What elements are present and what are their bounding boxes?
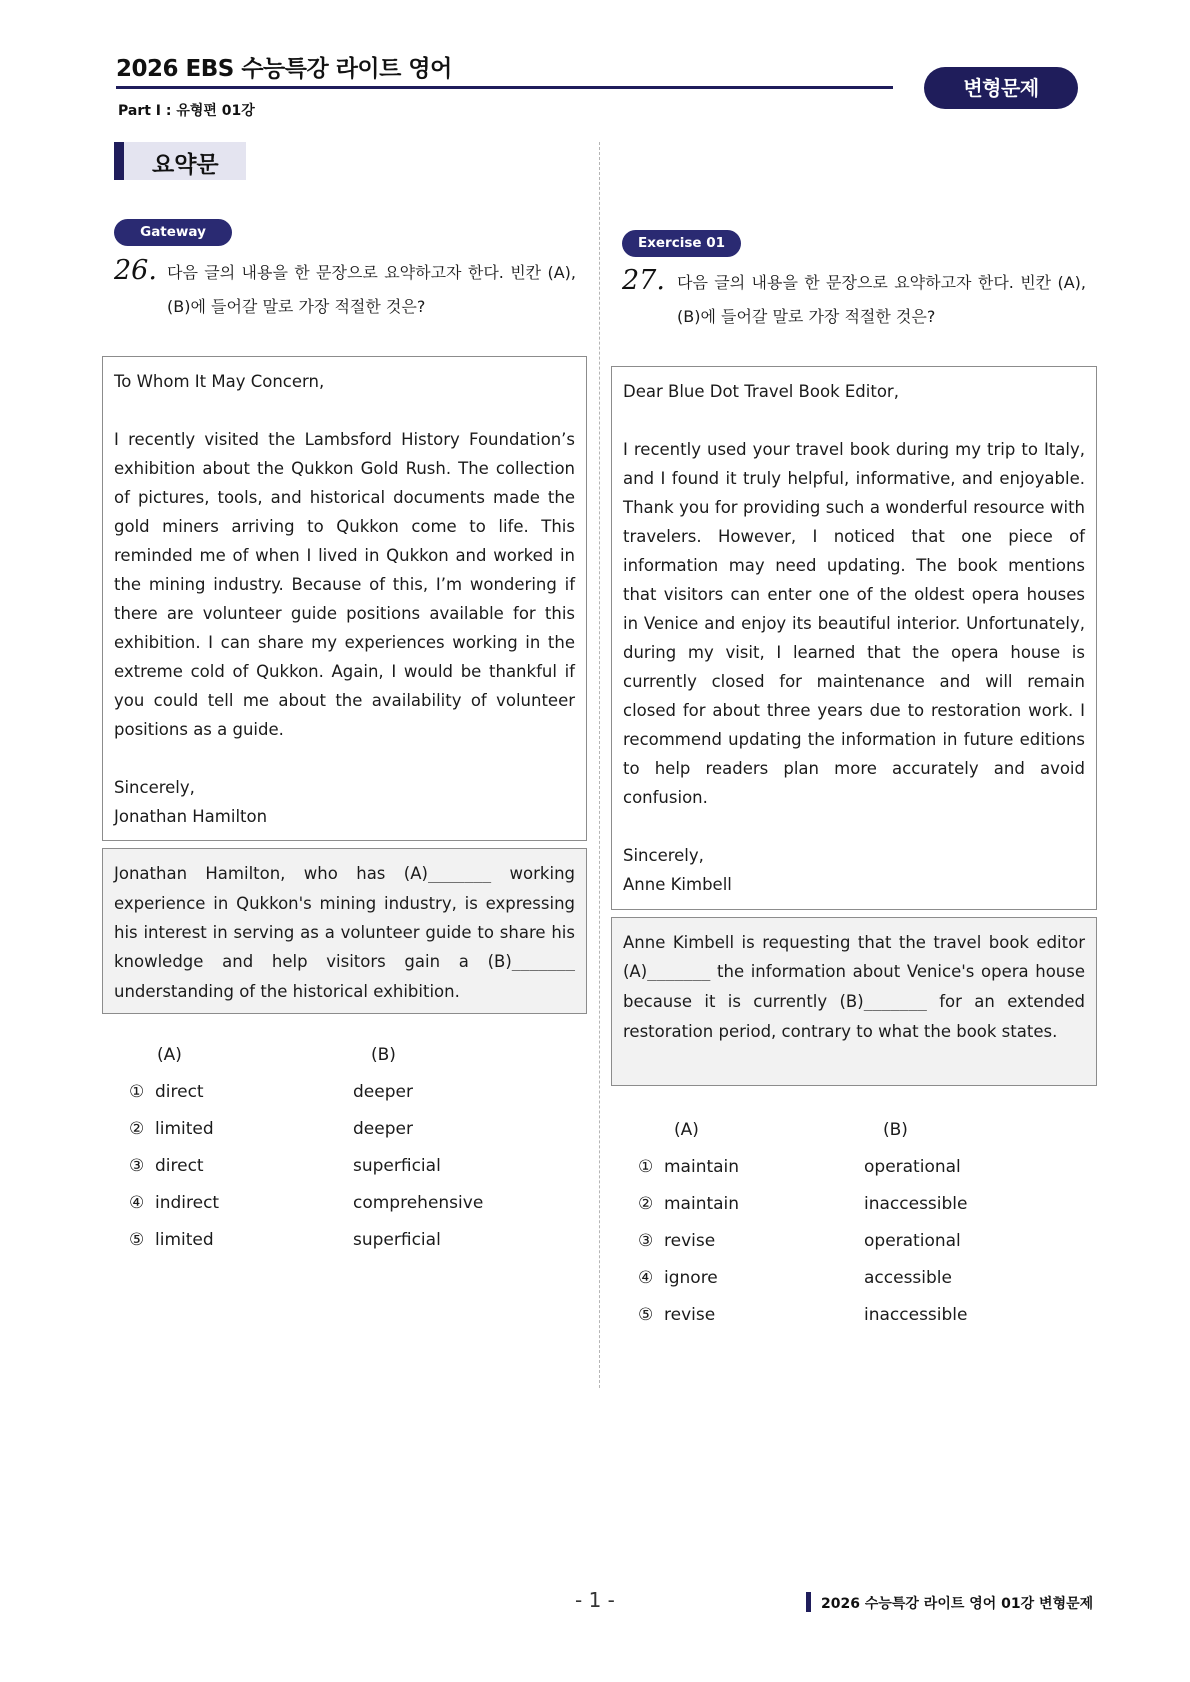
choice-3-b: superficial xyxy=(353,1156,441,1176)
choice-4[interactable]: ④ indirect xyxy=(129,1193,220,1213)
section-title: 요약문 xyxy=(152,152,219,178)
summary-part2: working experience in Qukkon's mining industry, is expressing his interest in serving as a volunteer guide to share his knowledge and help visitors gain a (B) xyxy=(114,864,575,971)
summary-part2: the information about Venice's opera house because it is currently (B) xyxy=(623,962,1085,1011)
part-label: Part Ⅰ : 유형편 01강 xyxy=(118,103,255,119)
type-pill: 변형문제 xyxy=(924,67,1078,109)
passage-signature: Anne Kimbell xyxy=(623,875,732,894)
choice-3-b: operational xyxy=(864,1231,961,1251)
question-text-line2: (B)에 들어갈 말로 가장 적절한 것은? xyxy=(677,307,936,326)
summary-blank-b: _______ xyxy=(863,993,927,1011)
passage-body: I recently visited the Lambsford History Foundation’s exhibition about the Qukkon Gold Rush. The collection of pictures, tools, and historical documents made the gold miners arriving to Qukkon come to life. This reminded me of when I lived in Qukkon and worked in the mining industry. Because of this, I’m wondering if there are volunteer guide positions available for this exhibition. I can share my experiences working in the extreme cold of Qukkon. Again, I would be thankful if you could tell me about the availability of volunteer positions as a guide. xyxy=(114,430,575,739)
passage-salutation: To Whom It May Concern, xyxy=(114,372,325,391)
passage-closing: Sincerely, xyxy=(114,778,195,797)
choice-1-b: deeper xyxy=(353,1082,413,1102)
choice-4[interactable]: ④ ignore xyxy=(638,1268,718,1288)
passage-salutation: Dear Blue Dot Travel Book Editor, xyxy=(623,382,899,401)
section-tag xyxy=(114,142,246,180)
summary-part1: Anne Kimbell is requesting that the travel book editor (A) xyxy=(623,933,1085,981)
choice-head-a: (A) xyxy=(157,1045,182,1065)
choice-1[interactable]: ① maintain xyxy=(638,1157,740,1177)
passage-signature: Jonathan Hamilton xyxy=(114,807,268,826)
passage-box-27 xyxy=(611,366,1097,910)
choice-4-b: accessible xyxy=(864,1268,952,1288)
question-number-27: 27. xyxy=(622,265,665,296)
passage-body: I recently used your travel book during my trip to Italy, and I found it truly helpful, informative, and enjoyable. Thank you for providing such a wonderful resource with travelers. However, I noticed that one piece of information may need updating. The book mentions that visitors can enter one of the oldest opera houses in Venice and enjoy its beautiful interior. Unfortunately, during my visit, I learned that the opera house is currently closed for maintenance and will remain closed for about three years due to restoration work. I recommend updating the information in future editions to help readers plan more accurately and avoid confusion. xyxy=(623,440,1085,807)
choice-5[interactable]: ⑤ revise xyxy=(638,1305,716,1325)
choice-2-b: deeper xyxy=(353,1119,413,1139)
summary-part3: understanding of the historical exhibition. xyxy=(114,982,460,1001)
question-text-26-line2 xyxy=(167,290,576,324)
summary-blank-b: _______ xyxy=(511,953,575,971)
summary-blank-a: _______ xyxy=(647,963,711,981)
page-number: - 1 - xyxy=(575,1588,615,1612)
choice-3[interactable]: ③ direct xyxy=(129,1156,204,1176)
summary-part3: for an extended restoration period, contrary to what the book states. xyxy=(623,992,1085,1041)
summary-box-27 xyxy=(611,917,1097,1086)
summary-part1: Jonathan Hamilton, who has (A) xyxy=(114,864,428,883)
header-rule xyxy=(116,86,893,89)
gateway-badge: Gateway xyxy=(114,219,232,246)
passage-closing: Sincerely, xyxy=(623,846,704,865)
choice-5-b: superficial xyxy=(353,1230,441,1250)
choice-3[interactable]: ③ revise xyxy=(638,1231,716,1251)
choice-head-b: (B) xyxy=(371,1045,396,1065)
choice-2[interactable]: ② limited xyxy=(129,1119,214,1139)
book-title: 2026 EBS 수능특강 라이트 영어 xyxy=(116,56,452,82)
footer-text: 2026 수능특강 라이트 영어 01강 변형문제 xyxy=(821,1596,1094,1612)
choice-4-b: comprehensive xyxy=(353,1193,484,1213)
section-tag-bar xyxy=(114,142,124,180)
question-text-line2: (B)에 들어갈 말로 가장 적절한 것은? xyxy=(167,297,426,316)
choice-1-b: operational xyxy=(864,1157,961,1177)
summary-blank-a: _______ xyxy=(427,865,492,883)
summary-box-26 xyxy=(102,848,587,1014)
choice-2[interactable]: ② maintain xyxy=(638,1194,740,1214)
exercise-badge: Exercise 01 xyxy=(622,230,741,257)
choice-head-b: (B) xyxy=(883,1120,908,1140)
choice-5-b: inaccessible xyxy=(864,1305,968,1325)
question-number-26: 26. xyxy=(114,255,157,286)
question-text-26 xyxy=(167,256,576,290)
choice-5[interactable]: ⑤ limited xyxy=(129,1230,214,1250)
choice-1[interactable]: ① direct xyxy=(129,1082,204,1102)
column-divider xyxy=(599,142,600,1388)
question-text-line1: 다음 글의 내용을 한 문장으로 요약하고자 한다. 빈칸 (A), xyxy=(677,273,1086,292)
footer-mark xyxy=(806,1592,811,1612)
passage-box-26 xyxy=(102,356,587,841)
question-text-line1: 다음 글의 내용을 한 문장으로 요약하고자 한다. 빈칸 (A), xyxy=(167,263,576,282)
choice-head-a: (A) xyxy=(674,1120,699,1140)
question-text-27-line2 xyxy=(677,300,1086,334)
choice-2-b: inaccessible xyxy=(864,1194,968,1214)
question-text-27 xyxy=(677,266,1086,300)
